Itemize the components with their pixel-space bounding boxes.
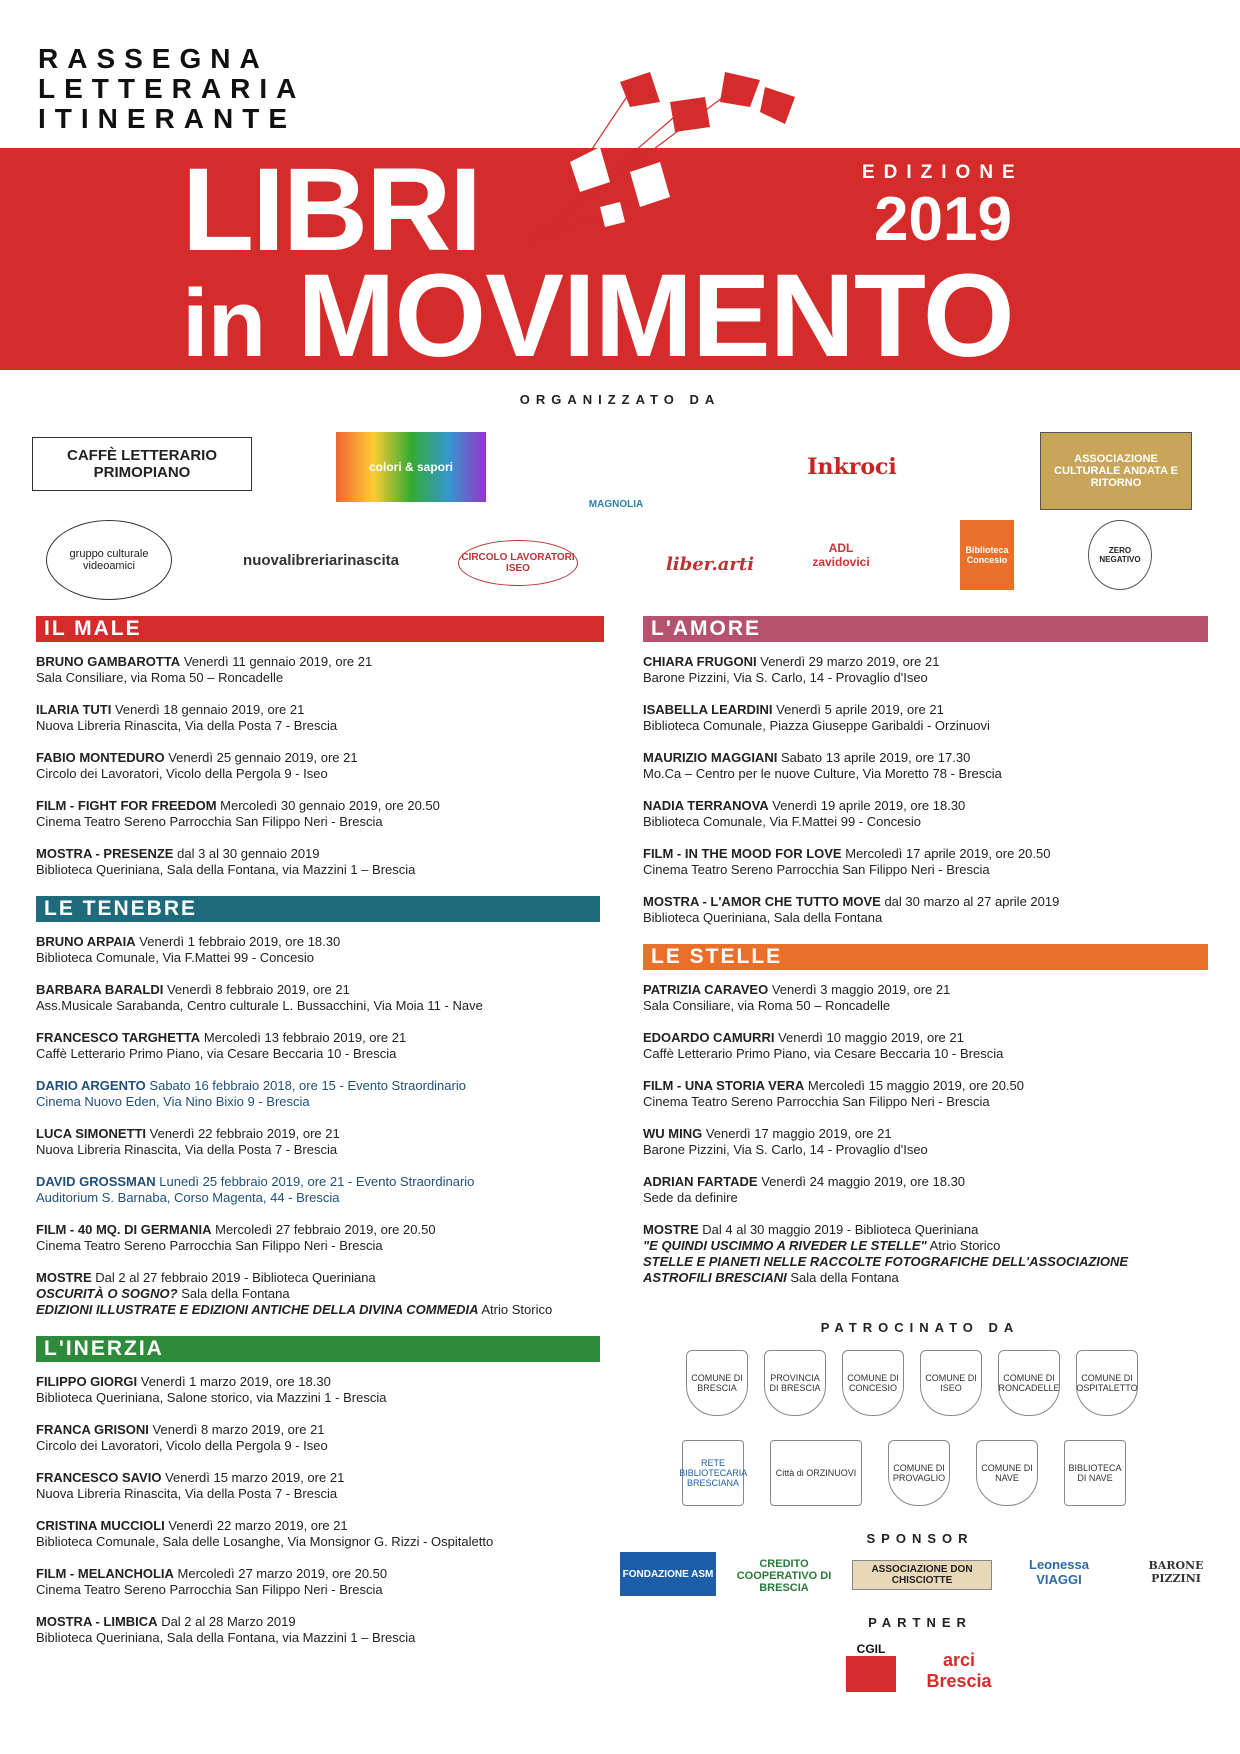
- sponsor-row: [620, 1552, 1226, 1600]
- mostra-where: Sala della Fontana: [790, 1270, 899, 1285]
- event-when: Venerdì 29 marzo 2019, ore 21: [760, 654, 940, 669]
- logo-colori-sapori: colori & sapori: [336, 432, 486, 502]
- event-name: FILM - FIGHT FOR FREEDOM: [36, 798, 217, 813]
- event-where: Sede da definire: [643, 1190, 738, 1205]
- sponsor-heading: SPONSOR: [866, 1531, 974, 1546]
- logo-arci: arci Brescia: [926, 1650, 992, 1691]
- logo-inkroci: Inkroci: [807, 454, 897, 480]
- section-bar-l-amore: L'AMORE: [643, 616, 1208, 642]
- event-name: ISABELLA LEARDINI: [643, 702, 773, 717]
- crest-icon: COMUNE DI NAVE: [976, 1440, 1038, 1506]
- event-where: Cinema Teatro Sereno Parrocchia San Filippo Neri - Brescia: [36, 1238, 383, 1253]
- event-item: [36, 1126, 604, 1158]
- logo-nuovalibreria: nuovalibreriarinascita: [243, 551, 399, 569]
- event-item: [36, 846, 604, 878]
- event-item: [36, 1422, 604, 1454]
- event-name: PATRIZIA CARAVEO: [643, 982, 769, 997]
- event-when: Venerdì 15 marzo 2019, ore 21: [165, 1470, 345, 1485]
- event-name: FRANCESCO TARGHETTA: [36, 1030, 201, 1045]
- mostre-when: Dal 2 al 27 febbraio 2019 - Biblioteca Queriniana: [95, 1270, 376, 1285]
- title-in: in: [182, 270, 266, 377]
- rassegna-line: ITINERANTE: [38, 103, 296, 134]
- mostra-title: ASTROFILI BRESCIANI: [643, 1270, 787, 1285]
- event-name: FILM - IN THE MOOD FOR LOVE: [643, 846, 842, 861]
- event-name: DAVID GROSSMAN: [36, 1174, 156, 1189]
- event-name: MOSTRA - PRESENZE: [36, 846, 174, 861]
- event-when: Venerdì 19 aprile 2019, ore 18.30: [772, 798, 966, 813]
- event-name: BRUNO GAMBAROTTA: [36, 654, 181, 669]
- event-when: Mercoledì 30 gennaio 2019, ore 20.50: [220, 798, 440, 813]
- event-when: Sabato 16 febbraio 2018, ore 15 - Evento Straordinario: [149, 1078, 466, 1093]
- logo-primopiano: CAFFÈ LETTERARIO PRIMOPIANO: [32, 437, 252, 491]
- event-when: Venerdì 3 maggio 2019, ore 21: [771, 982, 951, 997]
- partner-heading: PARTNER: [868, 1615, 972, 1630]
- event-when: Venerdì 8 febbraio 2019, ore 21: [166, 982, 350, 997]
- event-when: Mercoledì 17 aprile 2019, ore 20.50: [845, 846, 1051, 861]
- event-name: FRANCESCO SAVIO: [36, 1470, 162, 1485]
- events-il-male: [36, 654, 604, 878]
- crest-icon: COMUNE DI CONCESIO: [842, 1350, 904, 1416]
- event-where: Biblioteca Comunale, Piazza Giuseppe Garibaldi - Orzinuovi: [643, 718, 990, 733]
- edizione-label: EDIZIONE: [862, 162, 1024, 183]
- event-name: MOSTRA - LIMBICA: [36, 1614, 158, 1629]
- event-when: Dal 2 al 28 Marzo 2019: [161, 1614, 296, 1629]
- logo-circolo-lavoratori: CIRCOLO LAVORATORI ISEO: [458, 540, 578, 586]
- event-item: [643, 846, 1208, 878]
- event-item: [36, 1222, 604, 1254]
- event-item: [643, 1126, 1208, 1158]
- event-where: Mo.Ca – Centro per le nuove Culture, Via Moretto 78 - Brescia: [643, 766, 1002, 781]
- crest-icon: COMUNE DI ISEO: [920, 1350, 982, 1416]
- event-where: Biblioteca Comunale, Via F.Mattei 99 - Concesio: [643, 814, 921, 829]
- event-where: Auditorium S. Barnaba, Corso Magenta, 44 - Brescia: [36, 1190, 340, 1205]
- event-item: [36, 750, 604, 782]
- events-l-inerzia: [36, 1374, 604, 1646]
- event-item: [36, 702, 604, 734]
- event-when: Venerdì 18 gennaio 2019, ore 21: [114, 702, 305, 717]
- event-item: [36, 1470, 604, 1502]
- mostre-when: Dal 4 al 30 maggio 2019 - Biblioteca Queriniana: [702, 1222, 979, 1237]
- logo-barone-pizzini: BARONE PIZZINI: [1148, 1559, 1204, 1585]
- event-where: Biblioteca Comunale, Via F.Mattei 99 - Concesio: [36, 950, 314, 965]
- event-where: Cinema Teatro Sereno Parrocchia San Filippo Neri - Brescia: [643, 862, 990, 877]
- event-name: FILIPPO GIORGI: [36, 1374, 138, 1389]
- logo-biblioteca-concesio: Biblioteca Concesio: [960, 520, 1014, 590]
- edizione-anno: 2019: [874, 185, 1012, 254]
- event-when: Venerdì 22 marzo 2019, ore 21: [168, 1518, 348, 1533]
- event-item: [643, 1174, 1208, 1206]
- organizzato-heading: ORGANIZZATO DA: [519, 392, 721, 407]
- crest-icon: Città di ORZINUOVI: [770, 1440, 862, 1506]
- event-where: Circolo dei Lavoratori, Vicolo della Pergola 9 - Iseo: [36, 766, 328, 781]
- logo-videoamici: gruppo culturale videoamici: [46, 520, 172, 600]
- mostra-where: Atrio Storico: [481, 1302, 553, 1317]
- event-name: MAURIZIO MAGGIANI: [643, 750, 778, 765]
- mostra-title: EDIZIONI ILLUSTRATE E EDIZIONI ANTICHE DELLA DIVINA COMMEDIA: [36, 1302, 479, 1317]
- event-name: LUCA SIMONETTI: [36, 1126, 147, 1141]
- event-name: DARIO ARGENTO: [36, 1078, 146, 1093]
- flying-books-icon: [510, 52, 810, 252]
- event-where: Cinema Nuovo Eden, Via Nino Bixio 9 - Brescia: [36, 1094, 310, 1109]
- event-when: Venerdì 25 gennaio 2019, ore 21: [168, 750, 358, 765]
- event-when: Venerdì 5 aprile 2019, ore 21: [776, 702, 944, 717]
- mostre-item: [36, 1270, 604, 1318]
- event-name: BARBARA BARALDI: [36, 982, 164, 997]
- event-item: [643, 654, 1208, 686]
- mostre-label: MOSTRE: [643, 1222, 699, 1237]
- event-where: Cinema Teatro Sereno Parrocchia San Filippo Neri - Brescia: [36, 814, 383, 829]
- mostra-where: Atrio Storico: [929, 1238, 1001, 1253]
- event-where: Ass.Musicale Sarabanda, Centro culturale L. Bussacchini, Via Moia 11 - Nave: [36, 998, 483, 1013]
- event-when: Venerdì 17 maggio 2019, ore 21: [705, 1126, 892, 1141]
- event-where: Sala Consiliare, via Roma 50 – Roncadelle: [36, 670, 284, 685]
- patrocinato-heading: PATROCINATO DA: [820, 1320, 1020, 1335]
- event-where: Barone Pizzini, Via S. Carlo, 14 - Provaglio d'Iseo: [643, 1142, 928, 1157]
- event-name: FILM - UNA STORIA VERA: [643, 1078, 805, 1093]
- events-l-amore: [643, 654, 1208, 926]
- event-item: [36, 934, 604, 966]
- event-when: Venerdì 8 marzo 2019, ore 21: [152, 1422, 325, 1437]
- event-name: FILM - MELANCHOLIA: [36, 1566, 174, 1581]
- event-item-highlight: [36, 1078, 604, 1110]
- event-where: Nuova Libreria Rinascita, Via della Posta 7 - Brescia: [36, 718, 338, 733]
- crest-icon: PROVINCIA DI BRESCIA: [764, 1350, 826, 1416]
- event-where: Cinema Teatro Sereno Parrocchia San Filippo Neri - Brescia: [643, 1094, 990, 1109]
- event-item: [643, 1030, 1208, 1062]
- logo-zero-negativo: ZERO NEGATIVO: [1088, 520, 1152, 590]
- rassegna-title: [38, 44, 305, 134]
- crest-icon: COMUNE DI OSPITALETTO: [1076, 1350, 1138, 1416]
- event-name: BRUNO ARPAIA: [36, 934, 136, 949]
- logo-leonessa: Leonessa VIAGGI: [1029, 1557, 1089, 1587]
- event-when: Venerdì 1 marzo 2019, ore 18.30: [140, 1374, 331, 1389]
- right-column: [643, 616, 1208, 1302]
- event-where: Caffè Letterario Primo Piano, via Cesare Beccaria 10 - Brescia: [643, 1046, 1004, 1061]
- event-when: Venerdì 10 maggio 2019, ore 21: [778, 1030, 964, 1045]
- event-item: [643, 702, 1208, 734]
- event-name: FILM - 40 MQ. DI GERMANIA: [36, 1222, 212, 1237]
- event-name: NADIA TERRANOVA: [643, 798, 769, 813]
- section-bar-l-inerzia: L'INERZIA: [36, 1336, 600, 1362]
- events-le-stelle: [643, 982, 1208, 1286]
- event-name: ADRIAN FARTADE: [643, 1174, 758, 1189]
- event-where: Biblioteca Comunale, Sala delle Losanghe, Via Monsignor G. Rizzi - Ospitaletto: [36, 1534, 494, 1549]
- event-item: [643, 894, 1208, 926]
- event-where: Barone Pizzini, Via S. Carlo, 14 - Provaglio d'Iseo: [643, 670, 928, 685]
- crest-icon: BIBLIOTECA DI NAVE: [1064, 1440, 1126, 1506]
- event-where: Biblioteca Queriniana, Salone storico, via Mazzini 1 - Brescia: [36, 1390, 387, 1405]
- crest-icon: COMUNE DI BRESCIA: [686, 1350, 748, 1416]
- logo-magnolia: MAGNOLIA: [588, 499, 644, 510]
- event-name: EDOARDO CAMURRI: [643, 1030, 775, 1045]
- mostra-title: OSCURITÀ O SOGNO?: [36, 1286, 178, 1301]
- event-when: Venerdì 1 febbraio 2019, ore 18.30: [139, 934, 341, 949]
- event-where: Nuova Libreria Rinascita, Via della Posta 7 - Brescia: [36, 1486, 338, 1501]
- event-when: Mercoledì 27 marzo 2019, ore 20.50: [177, 1566, 388, 1581]
- title-movimento: MOVIMENTO: [297, 250, 1014, 382]
- section-bar-il-male: IL MALE: [36, 616, 604, 642]
- event-item: [36, 1566, 604, 1598]
- crest-icon: COMUNE DI RONCADELLE: [998, 1350, 1060, 1416]
- events-le-tenebre: [36, 934, 604, 1318]
- crest-icon: COMUNE DI PROVAGLIO: [888, 1440, 950, 1506]
- event-item: [36, 1374, 604, 1406]
- event-name: CHIARA FRUGONI: [643, 654, 757, 669]
- event-item: [36, 982, 604, 1014]
- cgil-label: CGIL: [856, 1642, 886, 1656]
- mostre-item: [643, 1222, 1208, 1286]
- rete-bibliotecaria-icon: RETE BIBLIOTECARIA BRESCIANA: [682, 1440, 744, 1506]
- event-name: FABIO MONTEDURO: [36, 750, 165, 765]
- logo-liberarti: liber.arti: [665, 553, 755, 575]
- event-name: ILARIA TUTI: [36, 702, 112, 717]
- logo-adl: ADL zavidovici: [812, 541, 870, 569]
- title-in-movimento: [182, 250, 1014, 384]
- mostra-where: Sala della Fontana: [181, 1286, 290, 1301]
- section-bar-le-stelle: LE STELLE: [643, 944, 1208, 970]
- mostre-label: MOSTRE: [36, 1270, 92, 1285]
- event-when: Sabato 13 aprile 2019, ore 17.30: [780, 750, 971, 765]
- event-where: Sala Consiliare, via Roma 50 – Roncadelle: [643, 998, 891, 1013]
- event-item: [643, 750, 1208, 782]
- event-item: [36, 798, 604, 830]
- event-item: [643, 1078, 1208, 1110]
- event-name: MOSTRA - L'AMOR CHE TUTTO MOVE: [643, 894, 881, 909]
- rassegna-line: RASSEGNA: [38, 43, 269, 74]
- event-name: FRANCA GRISONI: [36, 1422, 149, 1437]
- event-name: CRISTINA MUCCIOLI: [36, 1518, 165, 1533]
- event-when: Venerdì 22 febbraio 2019, ore 21: [149, 1126, 340, 1141]
- title-libri: LIBRI: [182, 144, 481, 276]
- section-bar-le-tenebre: LE TENEBRE: [36, 896, 600, 922]
- event-item: [36, 654, 604, 686]
- event-when: Venerdì 24 maggio 2019, ore 18.30: [761, 1174, 966, 1189]
- event-where: Biblioteca Queriniana, Sala della Fontana, via Mazzini 1 – Brescia: [36, 862, 416, 877]
- event-when: dal 30 marzo al 27 aprile 2019: [884, 894, 1060, 909]
- event-item: [36, 1518, 604, 1550]
- logo-don-chisciotte: ASSOCIAZIONE DON CHISCIOTTE: [852, 1560, 992, 1590]
- event-item: [643, 982, 1208, 1014]
- event-where: Cinema Teatro Sereno Parrocchia San Filippo Neri - Brescia: [36, 1582, 383, 1597]
- patrocinato-row-1: [686, 1350, 1138, 1416]
- left-column: [36, 616, 604, 1662]
- logo-cgil: [846, 1640, 896, 1692]
- logo-credito-cooperativo: CREDITO COOPERATIVO DI BRESCIA: [736, 1558, 832, 1594]
- event-when: dal 3 al 30 gennaio 2019: [177, 846, 320, 861]
- event-when: Mercoledì 15 maggio 2019, ore 20.50: [807, 1078, 1025, 1093]
- event-item: [643, 798, 1208, 830]
- event-item: [36, 1614, 604, 1646]
- mostra-title: "E QUINDI USCIMMO A RIVEDER LE STELLE": [643, 1238, 927, 1253]
- logo-andata-ritorno: ASSOCIAZIONE CULTURALE ANDATA E RITORNO: [1040, 432, 1192, 510]
- event-item: [36, 1030, 604, 1062]
- event-when: Mercoledì 27 febbraio 2019, ore 20.50: [215, 1222, 436, 1237]
- patrocinato-row-2: [679, 1440, 1126, 1506]
- event-when: Mercoledì 13 febbraio 2019, ore 21: [203, 1030, 407, 1045]
- logo-asm: FONDAZIONE ASM: [620, 1552, 716, 1596]
- event-item-highlight: [36, 1174, 604, 1206]
- event-where: Biblioteca Queriniana, Sala della Fontana: [643, 910, 883, 925]
- event-when: Venerdì 11 gennaio 2019, ore 21: [183, 654, 373, 669]
- rassegna-line: LETTERARIA: [38, 73, 306, 104]
- mostra-title: STELLE E PIANETI NELLE RACCOLTE FOTOGRAFICHE DELL'ASSOCIAZIONE: [643, 1254, 1129, 1269]
- event-where: Nuova Libreria Rinascita, Via della Posta 7 - Brescia: [36, 1142, 338, 1157]
- event-where: Caffè Letterario Primo Piano, via Cesare Beccaria 10 - Brescia: [36, 1046, 397, 1061]
- event-name: WU MING: [643, 1126, 703, 1141]
- event-where: Biblioteca Queriniana, Sala della Fontana, via Mazzini 1 – Brescia: [36, 1630, 416, 1645]
- event-when: Lunedì 25 febbraio 2019, ore 21 - Evento Straordinario: [159, 1174, 475, 1189]
- event-where: Circolo dei Lavoratori, Vicolo della Pergola 9 - Iseo: [36, 1438, 328, 1453]
